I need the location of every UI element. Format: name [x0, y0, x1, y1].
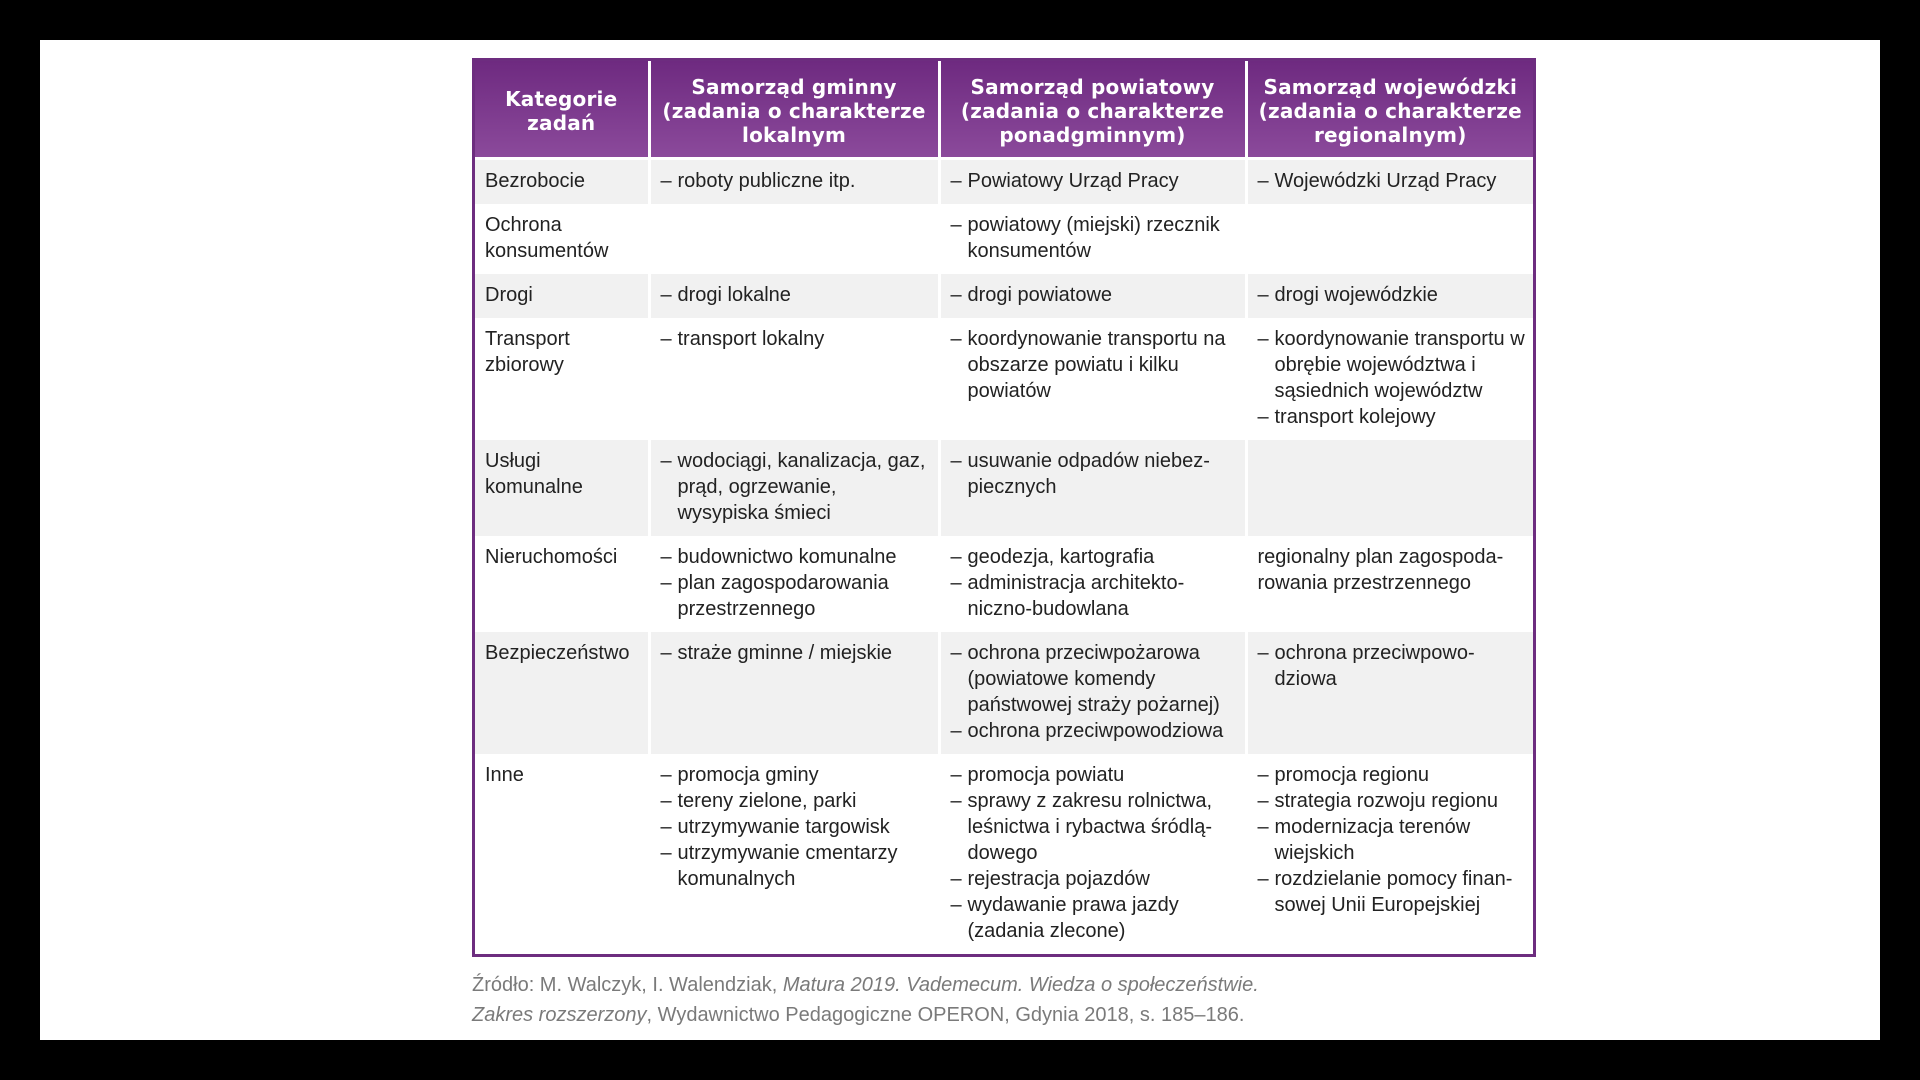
- dash-marker: –: [1257, 284, 1269, 306]
- task-text: koordynowanie transportu na obszarze powiatu i kilku powiatów: [967, 328, 1226, 402]
- header-category: Kategorie zadań: [475, 61, 649, 159]
- cell-powiat: [939, 632, 1246, 754]
- task-item: [661, 570, 932, 622]
- dash-marker: –: [950, 894, 962, 916]
- task-text: utrzymywanie targowisk: [677, 816, 890, 838]
- task-text: utrzymywanie cmentarzy komunalnych: [677, 842, 898, 890]
- dash-marker: –: [950, 572, 962, 594]
- task-text: koordynowanie transportu w obrębie województwa i sąsiednich województw: [1274, 328, 1525, 402]
- cell-powiat: [939, 754, 1246, 954]
- task-item: [951, 892, 1239, 944]
- table-row: [475, 536, 1533, 632]
- task-item: [661, 762, 932, 788]
- task-text: tereny zielone, parki: [677, 790, 857, 812]
- task-text: straże gminne / miejskie: [677, 642, 893, 664]
- task-text: budownictwo komunalne: [677, 546, 897, 568]
- category-label: Transport: [485, 328, 570, 350]
- dash-marker: –: [1257, 790, 1269, 812]
- task-item: [951, 718, 1239, 744]
- cell-gmina: [649, 536, 939, 632]
- task-item: [951, 866, 1239, 892]
- dash-marker: –: [660, 790, 672, 812]
- task-text: administracja architektoniczno-budowlana: [967, 572, 1185, 620]
- cell-wojewodztwo: [1246, 159, 1533, 205]
- task-item: [1258, 404, 1528, 430]
- task-text: powiatowy (miejski) rzecznik konsumentów: [967, 214, 1220, 262]
- task-text: usuwanie odpadów niebezpiecznych: [967, 450, 1210, 498]
- task-item: [951, 570, 1239, 622]
- dash-marker: –: [1257, 406, 1269, 428]
- task-text: wodociągi, kanalizacja, gaz, prąd, ogrzewanie, wysypiska śmieci: [677, 450, 926, 524]
- task-item: [661, 640, 932, 666]
- task-text: ochrona przeciwpożarowa (powiatowe komendy państwowej straży pożarnej): [967, 642, 1220, 716]
- task-text: geodezja, kartografia: [967, 546, 1155, 568]
- dash-marker: –: [660, 764, 672, 786]
- task-item: [1258, 788, 1528, 814]
- task-text: Wojewódzki Urząd Pracy: [1274, 170, 1497, 192]
- dash-marker: –: [1257, 816, 1269, 838]
- task-item: [1258, 814, 1528, 866]
- task-text: roboty publiczne itp.: [677, 170, 856, 192]
- task-text: plan zagospodarowania przestrzennego: [677, 572, 889, 620]
- table-row: [475, 632, 1533, 754]
- task-item: [661, 282, 932, 308]
- task-item: [1258, 762, 1528, 788]
- task-item: [1258, 866, 1528, 918]
- task-item: [661, 814, 932, 840]
- cell-wojewodztwo: [1246, 204, 1533, 274]
- task-text: rozdzielanie pomocy finansowej Unii Europejskiej: [1274, 868, 1513, 916]
- category-label: Nieruchomości: [485, 546, 618, 568]
- category-cell: [475, 440, 649, 536]
- dash-marker: –: [950, 868, 962, 890]
- task-item: [1258, 544, 1528, 596]
- cell-wojewodztwo: [1246, 536, 1533, 632]
- task-item: [951, 640, 1239, 718]
- task-text: modernizacja terenów wiejskich: [1274, 816, 1471, 864]
- dash-marker: –: [660, 572, 672, 594]
- task-item: [661, 840, 932, 892]
- dash-marker: –: [950, 284, 962, 306]
- tasks-table-grid: [475, 61, 1533, 954]
- category-label: konsumentów: [485, 240, 609, 262]
- dash-marker: –: [950, 720, 962, 742]
- cell-gmina: [649, 204, 939, 274]
- cell-gmina: [649, 440, 939, 536]
- cell-gmina: [649, 632, 939, 754]
- task-item: [951, 448, 1239, 500]
- dash-marker: –: [950, 642, 962, 664]
- tasks-table: [472, 58, 1536, 957]
- task-item: [661, 168, 932, 194]
- dash-marker: –: [950, 450, 962, 472]
- dash-marker: –: [950, 170, 962, 192]
- table-row: [475, 204, 1533, 274]
- task-text: ochrona przeciwpowodziowa: [1274, 642, 1475, 690]
- category-label: Drogi: [485, 284, 533, 306]
- task-item: [951, 762, 1239, 788]
- cell-gmina: [649, 159, 939, 205]
- category-cell: [475, 274, 649, 318]
- task-item: [661, 448, 932, 526]
- cell-wojewodztwo: [1246, 318, 1533, 440]
- task-item: [951, 544, 1239, 570]
- dash-marker: –: [660, 170, 672, 192]
- source-title-line2: Zakres rozszerzony: [472, 1004, 647, 1026]
- cell-gmina: [649, 274, 939, 318]
- task-item: [1258, 326, 1528, 404]
- category-cell: [475, 318, 649, 440]
- slide: [40, 40, 1880, 1040]
- dash-marker: –: [950, 328, 962, 350]
- cell-powiat: [939, 274, 1246, 318]
- dash-marker: –: [660, 450, 672, 472]
- cell-powiat: [939, 318, 1246, 440]
- task-text: regionalny plan zagospodarowania przestrzennego: [1257, 546, 1504, 594]
- dash-marker: –: [660, 842, 672, 864]
- cell-gmina: [649, 754, 939, 954]
- task-text: rejestracja pojazdów: [967, 868, 1150, 890]
- task-text: ochrona przeciwpowodziowa: [967, 720, 1224, 742]
- task-item: [1258, 282, 1528, 308]
- task-text: transport kolejowy: [1274, 406, 1436, 428]
- category-cell: [475, 204, 649, 274]
- cell-wojewodztwo: [1246, 754, 1533, 954]
- task-text: promocja gminy: [677, 764, 819, 786]
- header-powiat: Samorząd powiatowy (zadania o charakterze ponadgminnym): [939, 61, 1246, 159]
- cell-gmina: [649, 318, 939, 440]
- header-row: [475, 61, 1533, 159]
- table-row: [475, 274, 1533, 318]
- task-item: [951, 326, 1239, 404]
- dash-marker: –: [950, 764, 962, 786]
- cell-powiat: [939, 536, 1246, 632]
- task-item: [951, 212, 1239, 264]
- category-label: komunalne: [485, 476, 583, 498]
- dash-marker: –: [950, 214, 962, 236]
- table-row: [475, 318, 1533, 440]
- task-item: [661, 544, 932, 570]
- category-label: Inne: [485, 764, 524, 786]
- task-text: promocja regionu: [1274, 764, 1430, 786]
- task-item: [1258, 168, 1528, 194]
- category-label: zbiorowy: [485, 354, 564, 376]
- task-text: strategia rozwoju regionu: [1274, 790, 1498, 812]
- dash-marker: –: [660, 816, 672, 838]
- header-gmina: Samorząd gminny (zadania o charakterze lokalnym: [649, 61, 939, 159]
- cell-wojewodztwo: [1246, 274, 1533, 318]
- task-text: drogi powiatowe: [967, 284, 1113, 306]
- table-row: [475, 754, 1533, 954]
- task-text: sprawy z zakresu rolnictwa, leśnictwa i rybactwa śródlądowego: [967, 790, 1213, 864]
- task-text: wydawanie prawa jazdy (zadania zlecone): [967, 894, 1179, 942]
- table-row: [475, 159, 1533, 205]
- dash-marker: –: [950, 790, 962, 812]
- dash-marker: –: [950, 546, 962, 568]
- cell-powiat: [939, 159, 1246, 205]
- table-body: [475, 159, 1533, 955]
- dash-marker: –: [660, 546, 672, 568]
- dash-marker: –: [660, 642, 672, 664]
- header-wojewodztwo: Samorząd wojewódzki (zadania o charakterze regionalnym): [1246, 61, 1533, 159]
- category-cell: [475, 632, 649, 754]
- task-item: [951, 282, 1239, 308]
- table-row: [475, 440, 1533, 536]
- cell-wojewodztwo: [1246, 632, 1533, 754]
- dash-marker: –: [1257, 642, 1269, 664]
- dash-marker: –: [1257, 328, 1269, 350]
- task-item: [951, 788, 1239, 866]
- task-text: transport lokalny: [677, 328, 825, 350]
- task-item: [661, 788, 932, 814]
- category-cell: [475, 159, 649, 205]
- task-item: [951, 168, 1239, 194]
- dash-marker: –: [660, 328, 672, 350]
- dash-marker: –: [1257, 868, 1269, 890]
- task-text: Powiatowy Urząd Pracy: [967, 170, 1179, 192]
- category-label: Bezrobocie: [485, 170, 586, 192]
- category-cell: [475, 536, 649, 632]
- task-item: [661, 326, 932, 352]
- category-label: Usługi: [485, 450, 541, 472]
- source-citation: Źródło: M. Walczyk, I. Walendziak, Matura 2019. Vademecum. Wiedza o społeczeństwie. Zakres rozszerzony, Wydawnictwo Pedagogiczne OPERON, Gdynia 2018, s. 185–186.: [472, 974, 1259, 1026]
- source-title-line1: Matura 2019. Vademecum. Wiedza o społeczeństwie.: [782, 974, 1259, 996]
- dash-marker: –: [1257, 170, 1269, 192]
- category-label: Ochrona: [485, 214, 562, 236]
- cell-powiat: [939, 204, 1246, 274]
- task-text: drogi lokalne: [677, 284, 791, 306]
- dash-marker: –: [660, 284, 672, 306]
- category-cell: [475, 754, 649, 954]
- category-label: Bezpieczeństwo: [485, 642, 630, 664]
- dash-marker: –: [1257, 764, 1269, 786]
- task-text: promocja powiatu: [967, 764, 1125, 786]
- task-item: [1258, 640, 1528, 692]
- task-text: drogi wojewódzkie: [1274, 284, 1438, 306]
- cell-powiat: [939, 440, 1246, 536]
- cell-wojewodztwo: [1246, 440, 1533, 536]
